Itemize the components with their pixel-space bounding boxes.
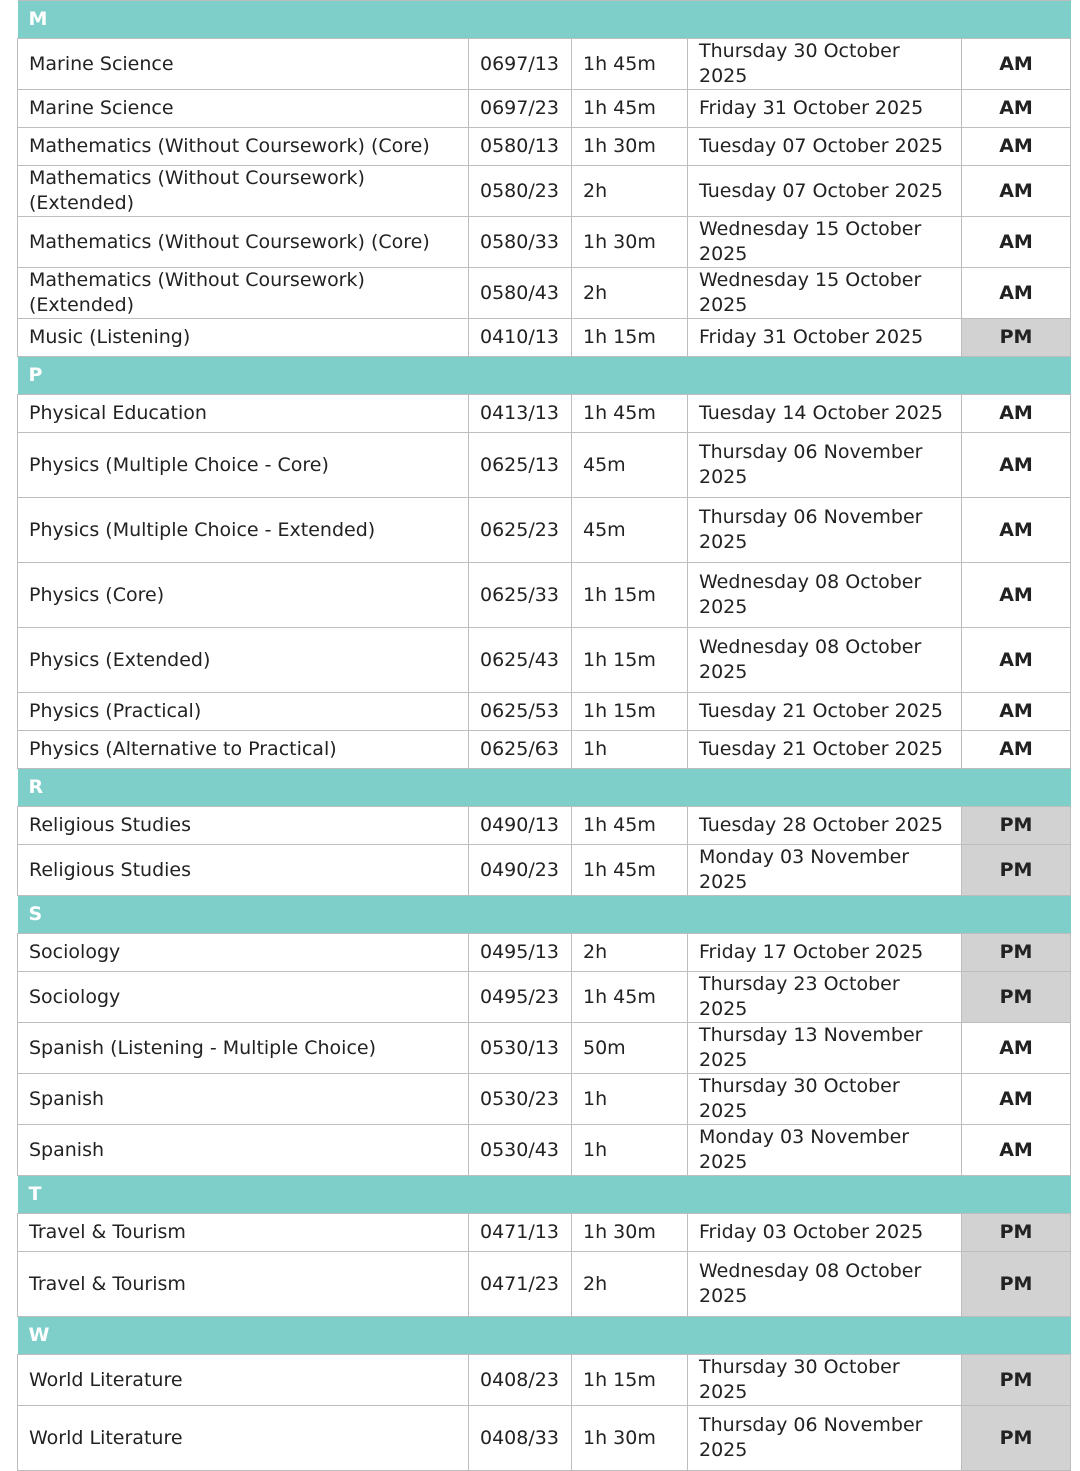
- component-code-cell: 0530/23: [469, 1074, 572, 1125]
- subject-cell: Physics (Extended): [18, 628, 469, 693]
- duration-cell: 1h 30m: [572, 217, 688, 268]
- component-code-cell: 0413/13: [469, 395, 572, 433]
- component-code-cell: 0495/13: [469, 934, 572, 972]
- session-cell: PM: [962, 319, 1071, 357]
- component-code-cell: 0580/13: [469, 128, 572, 166]
- duration-cell: 2h: [572, 268, 688, 319]
- table-row: [18, 395, 1071, 433]
- subject-cell: World Literature: [18, 1406, 469, 1471]
- section-letter: R: [18, 769, 1071, 807]
- component-code-cell: 0495/23: [469, 972, 572, 1023]
- table-row: [18, 1074, 1071, 1125]
- table-row: [18, 1214, 1071, 1252]
- subject-cell: Physics (Practical): [18, 693, 469, 731]
- duration-cell: 1h 45m: [572, 395, 688, 433]
- component-code-cell: 0580/23: [469, 166, 572, 217]
- section-letter: T: [18, 1176, 1071, 1214]
- component-code-cell: 0697/13: [469, 39, 572, 90]
- table-row: [18, 90, 1071, 128]
- session-cell: AM: [962, 395, 1071, 433]
- date-cell: Thursday 13 November 2025: [688, 1023, 962, 1074]
- session-cell: AM: [962, 693, 1071, 731]
- table-row: [18, 628, 1071, 693]
- session-cell: AM: [962, 1074, 1071, 1125]
- component-code-cell: 0697/23: [469, 90, 572, 128]
- subject-cell: Spanish: [18, 1074, 469, 1125]
- date-cell: Friday 31 October 2025: [688, 319, 962, 357]
- subject-cell: Mathematics (Without Coursework) (Core): [18, 217, 469, 268]
- table-row: [18, 845, 1071, 896]
- duration-cell: 1h: [572, 1125, 688, 1176]
- date-cell: Friday 03 October 2025: [688, 1214, 962, 1252]
- date-cell: Thursday 06 November 2025: [688, 433, 962, 498]
- section-header-row: [18, 769, 1071, 807]
- table-row: [18, 128, 1071, 166]
- duration-cell: 1h 30m: [572, 1406, 688, 1471]
- table-row: [18, 972, 1071, 1023]
- session-cell: AM: [962, 128, 1071, 166]
- component-code-cell: 0471/23: [469, 1252, 572, 1317]
- duration-cell: 1h: [572, 1074, 688, 1125]
- table-row: [18, 1023, 1071, 1074]
- component-code-cell: 0625/63: [469, 731, 572, 769]
- component-code-cell: 0625/13: [469, 433, 572, 498]
- session-cell: PM: [962, 972, 1071, 1023]
- component-code-cell: 0580/33: [469, 217, 572, 268]
- component-code-cell: 0625/53: [469, 693, 572, 731]
- table-row: [18, 807, 1071, 845]
- date-cell: Thursday 30 October 2025: [688, 39, 962, 90]
- date-cell: Thursday 30 October 2025: [688, 1074, 962, 1125]
- subject-cell: Physics (Multiple Choice - Extended): [18, 498, 469, 563]
- section-header-row: [18, 357, 1071, 395]
- subject-cell: Spanish: [18, 1125, 469, 1176]
- subject-cell: Sociology: [18, 934, 469, 972]
- session-cell: AM: [962, 90, 1071, 128]
- date-cell: Wednesday 15 October 2025: [688, 217, 962, 268]
- subject-cell: Music (Listening): [18, 319, 469, 357]
- duration-cell: 1h 30m: [572, 1214, 688, 1252]
- section-header-row: [18, 1317, 1071, 1355]
- session-cell: AM: [962, 1125, 1071, 1176]
- session-cell: PM: [962, 1355, 1071, 1406]
- subject-cell: Religious Studies: [18, 845, 469, 896]
- session-cell: AM: [962, 39, 1071, 90]
- table-row: [18, 433, 1071, 498]
- date-cell: Monday 03 November 2025: [688, 845, 962, 896]
- table-row: [18, 166, 1071, 217]
- duration-cell: 50m: [572, 1023, 688, 1074]
- duration-cell: 1h: [572, 731, 688, 769]
- session-cell: PM: [962, 1214, 1071, 1252]
- date-cell: Thursday 30 October 2025: [688, 1355, 962, 1406]
- duration-cell: 1h 45m: [572, 972, 688, 1023]
- duration-cell: 1h 45m: [572, 845, 688, 896]
- component-code-cell: 0625/43: [469, 628, 572, 693]
- session-cell: PM: [962, 845, 1071, 896]
- date-cell: Thursday 06 November 2025: [688, 498, 962, 563]
- section-header-row: [18, 1176, 1071, 1214]
- session-cell: AM: [962, 731, 1071, 769]
- session-cell: PM: [962, 1252, 1071, 1317]
- subject-cell: Mathematics (Without Coursework) (Core): [18, 128, 469, 166]
- duration-cell: 2h: [572, 166, 688, 217]
- date-cell: Wednesday 08 October 2025: [688, 628, 962, 693]
- subject-cell: Marine Science: [18, 90, 469, 128]
- date-cell: Wednesday 08 October 2025: [688, 1252, 962, 1317]
- subject-cell: Physics (Multiple Choice - Core): [18, 433, 469, 498]
- component-code-cell: 0530/13: [469, 1023, 572, 1074]
- section-letter: P: [18, 357, 1071, 395]
- duration-cell: 1h 15m: [572, 628, 688, 693]
- subject-cell: Physics (Core): [18, 563, 469, 628]
- exam-timetable: [17, 0, 1071, 1471]
- date-cell: Tuesday 28 October 2025: [688, 807, 962, 845]
- subject-cell: Physical Education: [18, 395, 469, 433]
- date-cell: Tuesday 07 October 2025: [688, 166, 962, 217]
- component-code-cell: 0625/23: [469, 498, 572, 563]
- table-row: [18, 1125, 1071, 1176]
- duration-cell: 2h: [572, 1252, 688, 1317]
- table-row: [18, 268, 1071, 319]
- session-cell: PM: [962, 934, 1071, 972]
- date-cell: Tuesday 07 October 2025: [688, 128, 962, 166]
- duration-cell: 1h 15m: [572, 319, 688, 357]
- component-code-cell: 0410/13: [469, 319, 572, 357]
- duration-cell: 1h 30m: [572, 128, 688, 166]
- table-row: [18, 731, 1071, 769]
- section-letter: S: [18, 896, 1071, 934]
- duration-cell: 1h 15m: [572, 1355, 688, 1406]
- section-header-row: [18, 896, 1071, 934]
- duration-cell: 1h 45m: [572, 90, 688, 128]
- date-cell: Tuesday 21 October 2025: [688, 731, 962, 769]
- session-cell: AM: [962, 628, 1071, 693]
- date-cell: Friday 31 October 2025: [688, 90, 962, 128]
- subject-cell: Sociology: [18, 972, 469, 1023]
- component-code-cell: 0408/33: [469, 1406, 572, 1471]
- session-cell: AM: [962, 1023, 1071, 1074]
- timetable-body: [18, 1, 1071, 1471]
- duration-cell: 1h 45m: [572, 807, 688, 845]
- date-cell: Tuesday 14 October 2025: [688, 395, 962, 433]
- table-row: [18, 39, 1071, 90]
- section-header-row: [18, 1, 1071, 39]
- table-row: [18, 934, 1071, 972]
- date-cell: Thursday 23 October 2025: [688, 972, 962, 1023]
- component-code-cell: 0490/13: [469, 807, 572, 845]
- subject-cell: Physics (Alternative to Practical): [18, 731, 469, 769]
- date-cell: Tuesday 21 October 2025: [688, 693, 962, 731]
- table-row: [18, 319, 1071, 357]
- subject-cell: Travel & Tourism: [18, 1214, 469, 1252]
- duration-cell: 1h 15m: [572, 693, 688, 731]
- component-code-cell: 0625/33: [469, 563, 572, 628]
- session-cell: AM: [962, 166, 1071, 217]
- session-cell: AM: [962, 268, 1071, 319]
- component-code-cell: 0580/43: [469, 268, 572, 319]
- subject-cell: World Literature: [18, 1355, 469, 1406]
- date-cell: Friday 17 October 2025: [688, 934, 962, 972]
- component-code-cell: 0530/43: [469, 1125, 572, 1176]
- duration-cell: 2h: [572, 934, 688, 972]
- section-letter: M: [18, 1, 1071, 39]
- date-cell: Wednesday 15 October 2025: [688, 268, 962, 319]
- table-row: [18, 498, 1071, 563]
- duration-cell: 45m: [572, 498, 688, 563]
- section-letter: W: [18, 1317, 1071, 1355]
- duration-cell: 45m: [572, 433, 688, 498]
- duration-cell: 1h 15m: [572, 563, 688, 628]
- table-row: [18, 1252, 1071, 1317]
- table-row: [18, 693, 1071, 731]
- duration-cell: 1h 45m: [572, 39, 688, 90]
- session-cell: AM: [962, 217, 1071, 268]
- component-code-cell: 0471/13: [469, 1214, 572, 1252]
- session-cell: AM: [962, 433, 1071, 498]
- table-row: [18, 217, 1071, 268]
- table-row: [18, 1406, 1071, 1471]
- subject-cell: Travel & Tourism: [18, 1252, 469, 1317]
- session-cell: AM: [962, 563, 1071, 628]
- session-cell: PM: [962, 807, 1071, 845]
- subject-cell: Spanish (Listening - Multiple Choice): [18, 1023, 469, 1074]
- table-row: [18, 563, 1071, 628]
- component-code-cell: 0408/23: [469, 1355, 572, 1406]
- subject-cell: Mathematics (Without Coursework) (Extended): [18, 268, 469, 319]
- session-cell: AM: [962, 498, 1071, 563]
- subject-cell: Marine Science: [18, 39, 469, 90]
- date-cell: Monday 03 November 2025: [688, 1125, 962, 1176]
- date-cell: Thursday 06 November 2025: [688, 1406, 962, 1471]
- date-cell: Wednesday 08 October 2025: [688, 563, 962, 628]
- subject-cell: Religious Studies: [18, 807, 469, 845]
- session-cell: PM: [962, 1406, 1071, 1471]
- subject-cell: Mathematics (Without Coursework) (Extended): [18, 166, 469, 217]
- table-row: [18, 1355, 1071, 1406]
- component-code-cell: 0490/23: [469, 845, 572, 896]
